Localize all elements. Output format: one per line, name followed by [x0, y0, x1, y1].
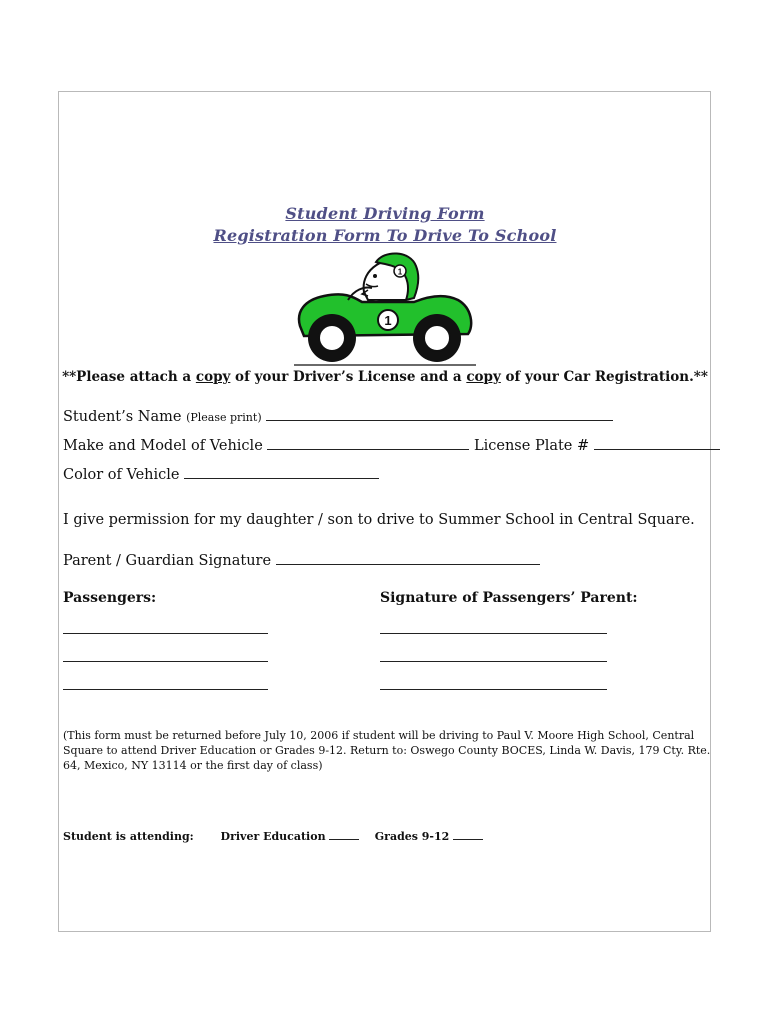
- parent-signature-row: [63, 550, 540, 569]
- student-name-row: [63, 406, 613, 425]
- form-title: Student Driving Form: [285, 204, 485, 223]
- passenger-line-1[interactable]: [63, 633, 268, 634]
- passenger-line-3[interactable]: [63, 689, 268, 690]
- svg-text:1: 1: [397, 267, 403, 277]
- driver-education-option: Driver Education: [220, 830, 326, 843]
- grades-blank[interactable]: [453, 829, 483, 840]
- permission-statement: I give permission for my daughter / son to drive to Summer School in Central Square.: [63, 512, 695, 528]
- grades-option: Grades 9-12: [374, 830, 450, 843]
- passenger-parent-signature-line-2[interactable]: [380, 661, 607, 662]
- license-plate-field[interactable]: [594, 435, 720, 450]
- student-name-label: Student’s Name: [63, 409, 182, 425]
- return-notice: (This form must be returned before July 10, 2006 if student will be driving to Paul V. Moore High School, Central Square to attend Driver Education or Grades 9-12. Return to: Oswego County BOCES, Linda W. Davis, 179 Cty. Rte. 64, Mexico, NY 13114 or the first day of class): [63, 729, 711, 772]
- student-name-hint: (Please print): [186, 411, 262, 424]
- passenger-parent-signature-heading: Signature of Passengers’ Parent:: [380, 590, 638, 606]
- car-number: 1: [384, 313, 392, 328]
- passengers-heading: Passengers:: [63, 590, 157, 606]
- driver-education-blank[interactable]: [329, 829, 359, 840]
- parent-signature-field[interactable]: [276, 550, 540, 565]
- passenger-parent-signature-line-1[interactable]: [380, 633, 607, 634]
- make-model-label: Make and Model of Vehicle: [63, 438, 263, 454]
- parent-signature-label: Parent / Guardian Signature: [63, 553, 272, 569]
- make-model-field[interactable]: [267, 435, 469, 450]
- passenger-line-2[interactable]: [63, 661, 268, 662]
- vehicle-row: [63, 435, 720, 454]
- attending-row: [63, 829, 483, 843]
- color-row: [63, 464, 379, 483]
- form-subtitle: Registration Form To Drive To School: [213, 226, 557, 245]
- attach-instructions: **Please attach a copy of your Driver’s License and a copy of your Car Registration.**: [62, 369, 708, 385]
- attending-label: Student is attending:: [63, 830, 194, 843]
- passenger-parent-signature-line-3[interactable]: [380, 689, 607, 690]
- race-car-illustration: [292, 240, 478, 366]
- license-plate-label: License Plate #: [474, 438, 590, 454]
- color-field[interactable]: [184, 464, 379, 479]
- color-label: Color of Vehicle: [63, 467, 180, 483]
- student-name-field[interactable]: [266, 406, 613, 421]
